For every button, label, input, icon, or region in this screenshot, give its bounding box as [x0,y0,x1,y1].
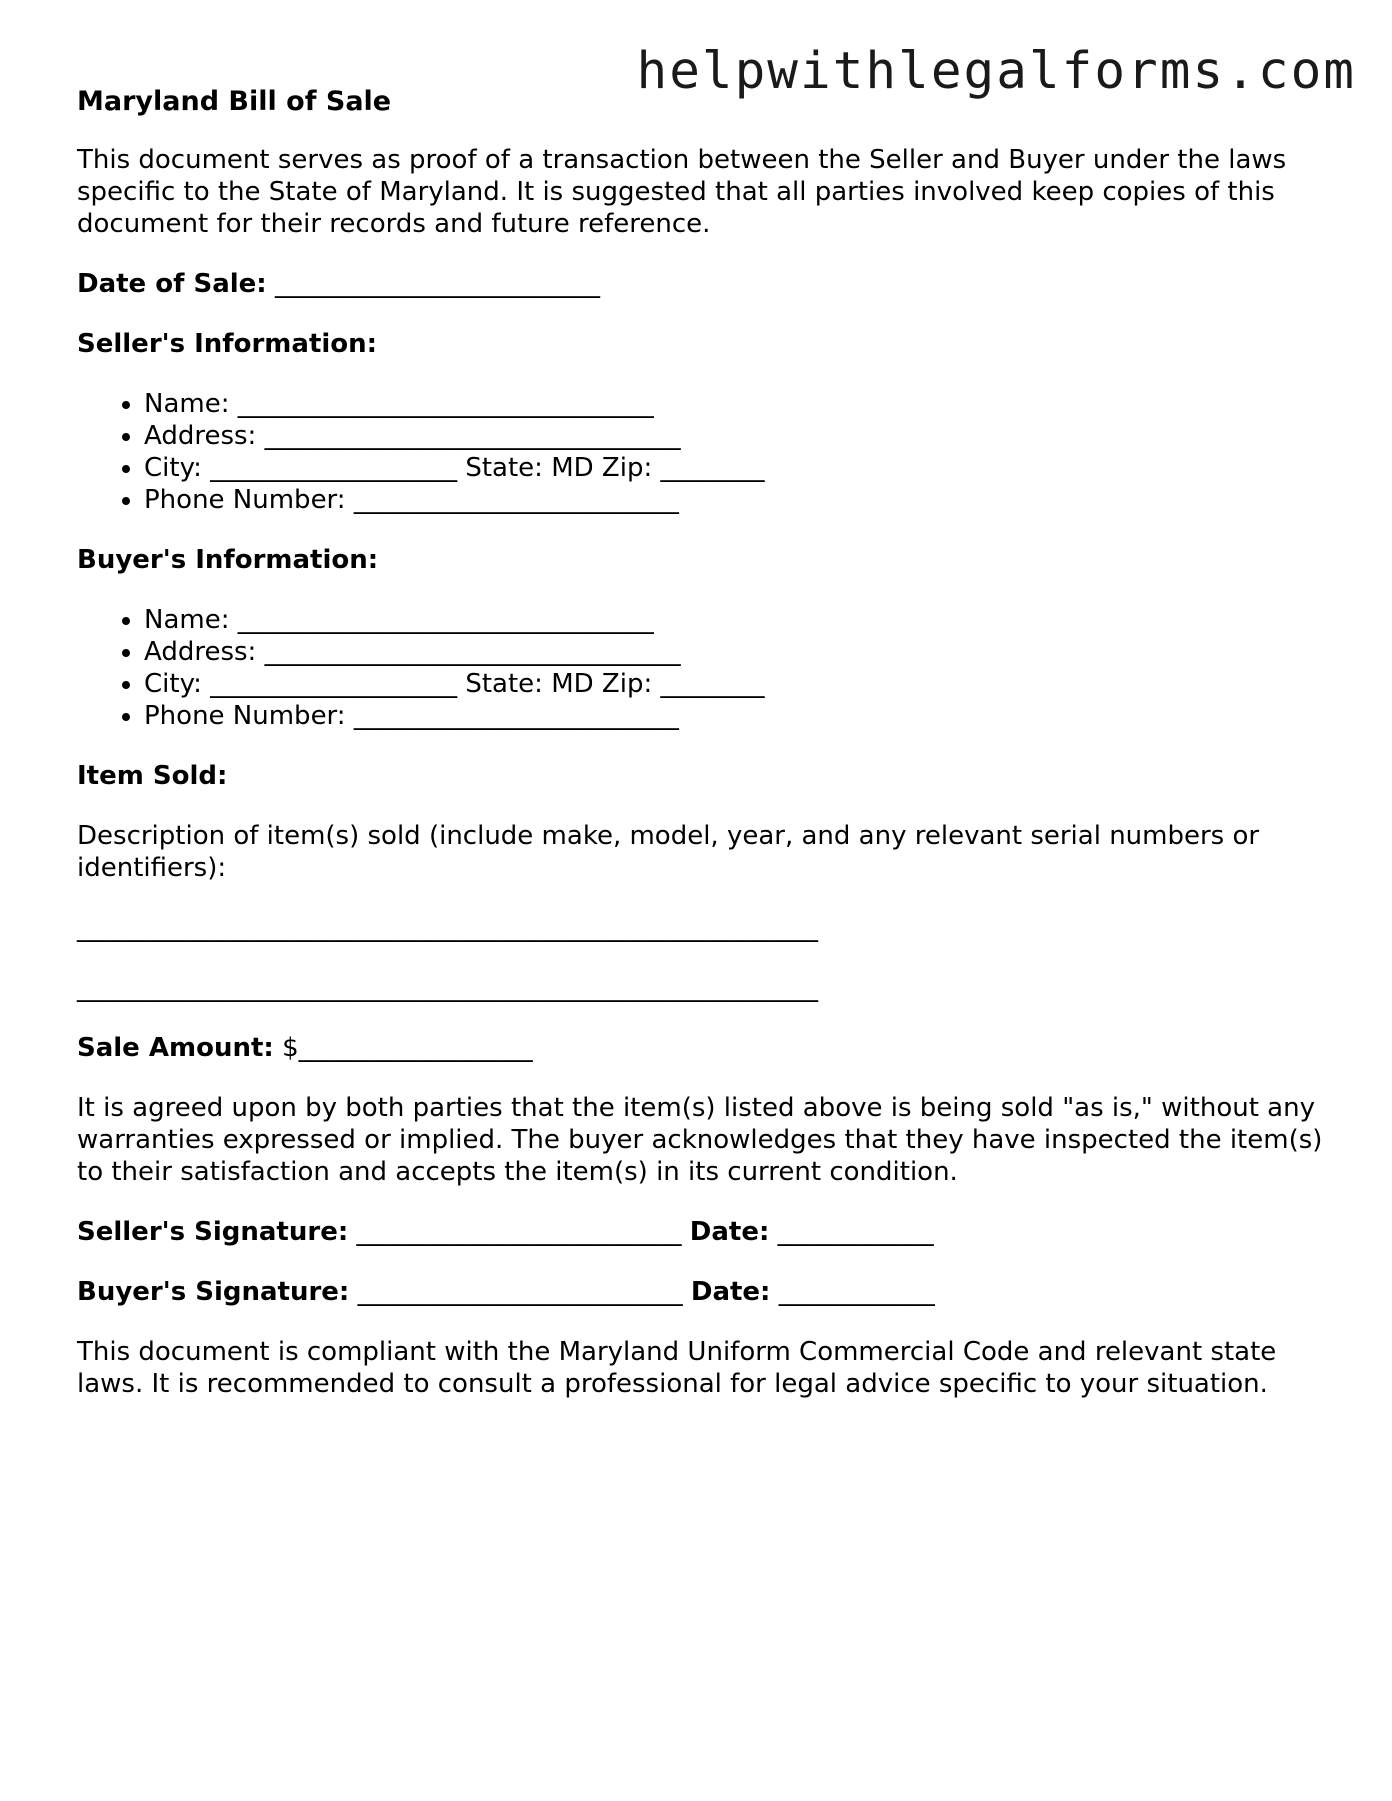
watermark: helpwithlegalforms.com [636,42,1356,101]
buyer-signature-blank[interactable]: _________________________ [357,1277,683,1307]
seller-phone-field[interactable] [144,484,1327,516]
buyer-date-label: Date: [690,1277,771,1307]
intro-paragraph: This document serves as proof of a transaction between the Seller and Buyer under the laws specific to the State of Maryland. It is suggested that all parties involved keep copies of this document for their records and future reference. [77,145,1287,239]
buyer-address-field[interactable] [144,636,1327,668]
document-title: Maryland Bill of Sale [77,86,392,117]
item-description-prompt: Description of item(s) sold (include make, model, year, and any relevant serial numbers or identifiers): [77,821,1260,883]
seller-date-label: Date: [689,1217,770,1247]
seller-address-field[interactable] [144,420,1327,452]
seller-name-text: Name: ________________________________ [144,389,654,419]
buyer-phone-text: Phone Number: _________________________ [144,701,679,731]
seller-name-field[interactable] [144,388,1327,420]
item-sold-heading: Item Sold: [77,761,228,791]
buyer-info-heading: Buyer's Information: [77,545,379,575]
seller-signature-blank[interactable]: _________________________ [356,1217,682,1247]
date-of-sale-label: Date of Sale: [77,269,267,299]
buyer-city-state-zip-field[interactable] [144,668,1327,700]
buyer-name-field[interactable] [144,604,1327,636]
seller-info-list [77,388,1327,516]
buyer-signature-field [77,1276,1327,1308]
buyer-signature-label: Buyer's Signature: [77,1277,350,1307]
seller-phone-text: Phone Number: _________________________ [144,485,679,515]
seller-address-text: Address: ________________________________ [144,421,681,451]
sale-amount-field [77,1032,1327,1064]
sale-amount-blank[interactable]: $__________________ [282,1033,533,1063]
seller-signature-field [77,1216,1327,1248]
document [77,86,1327,1428]
as-is-paragraph: It is agreed upon by both parties that the item(s) listed above is being sold "as is," without any warranties expressed or implied. The buyer acknowledges that they have inspected the item(s) to their satisfaction and accepts the item(s) in its current condition. [77,1093,1323,1187]
buyer-info-list [77,604,1327,732]
seller-info-heading: Seller's Information: [77,329,378,359]
seller-signature-label: Seller's Signature: [77,1217,349,1247]
seller-city-text: City: ___________________ State: MD Zip: ________ [144,453,765,483]
date-of-sale-blank[interactable]: _________________________ [274,269,600,299]
buyer-date-blank[interactable]: ____________ [778,1277,935,1307]
seller-city-state-zip-field[interactable] [144,452,1327,484]
date-of-sale-field [77,268,1327,300]
seller-date-blank[interactable]: ____________ [777,1217,934,1247]
buyer-city-text: City: ___________________ State: MD Zip: ________ [144,669,765,699]
sale-amount-label: Sale Amount: [77,1033,274,1063]
footer-paragraph: This document is compliant with the Maryland Uniform Commercial Code and relevant state laws. It is recommended to consult a professional for legal advice specific to your situation. [77,1337,1277,1399]
buyer-address-text: Address: ________________________________ [144,637,681,667]
item-description-line-2[interactable]: _________________________________________________________ [77,973,818,1003]
item-description-line-1[interactable]: _________________________________________________________ [77,913,818,943]
buyer-phone-field[interactable] [144,700,1327,732]
buyer-name-text: Name: ________________________________ [144,605,654,635]
